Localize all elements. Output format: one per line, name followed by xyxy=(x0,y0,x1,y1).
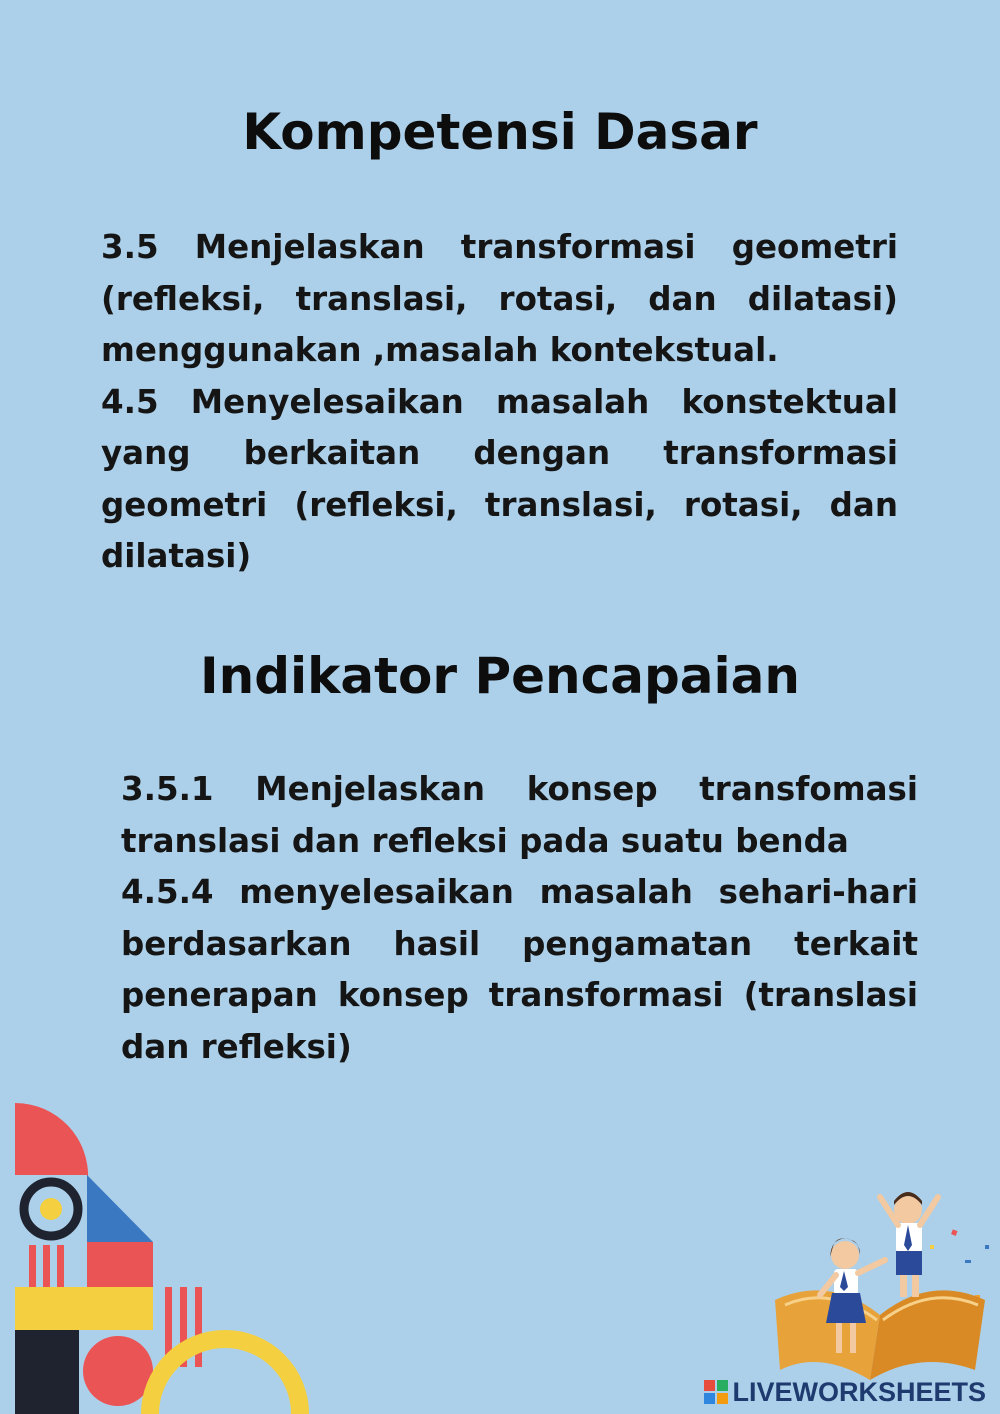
indikator-item: 4.5.4 menyelesaikan masalah sehari-hari berdasarkan hasil pengamatan terkait penerapan konsep transformasi (translasi dan refleksi) xyxy=(121,873,918,1066)
indikator-pencapaian-list xyxy=(121,764,918,1073)
geometric-shapes-decoration xyxy=(0,1090,310,1414)
liveworksheets-logo[interactable] xyxy=(704,1376,986,1408)
students-on-book-illustration xyxy=(760,1175,1000,1385)
liveworksheets-logo-text: LIVEWORKSHEETS xyxy=(732,1376,986,1407)
kompetensi-item: 4.5 Menyelesaikan masalah konstektual yang berkaitan dengan transformasi geometri (refleksi, translasi, rotasi, dan dilatasi) xyxy=(101,382,898,575)
liveworksheets-logo-icon xyxy=(704,1380,728,1404)
indikator-pencapaian-title: Indikator Pencapaian xyxy=(200,647,800,705)
kompetensi-dasar-list xyxy=(101,222,898,583)
kompetensi-dasar-title: Kompetensi Dasar xyxy=(242,103,758,161)
kompetensi-item: 3.5 Menjelaskan transformasi geometri (refleksi, translasi, rotasi, dan dilatasi) menggunakan ,masalah kontekstual. xyxy=(101,228,898,369)
indikator-item: 3.5.1 Menjelaskan konsep transfomasi translasi dan refleksi pada suatu benda xyxy=(121,770,918,860)
